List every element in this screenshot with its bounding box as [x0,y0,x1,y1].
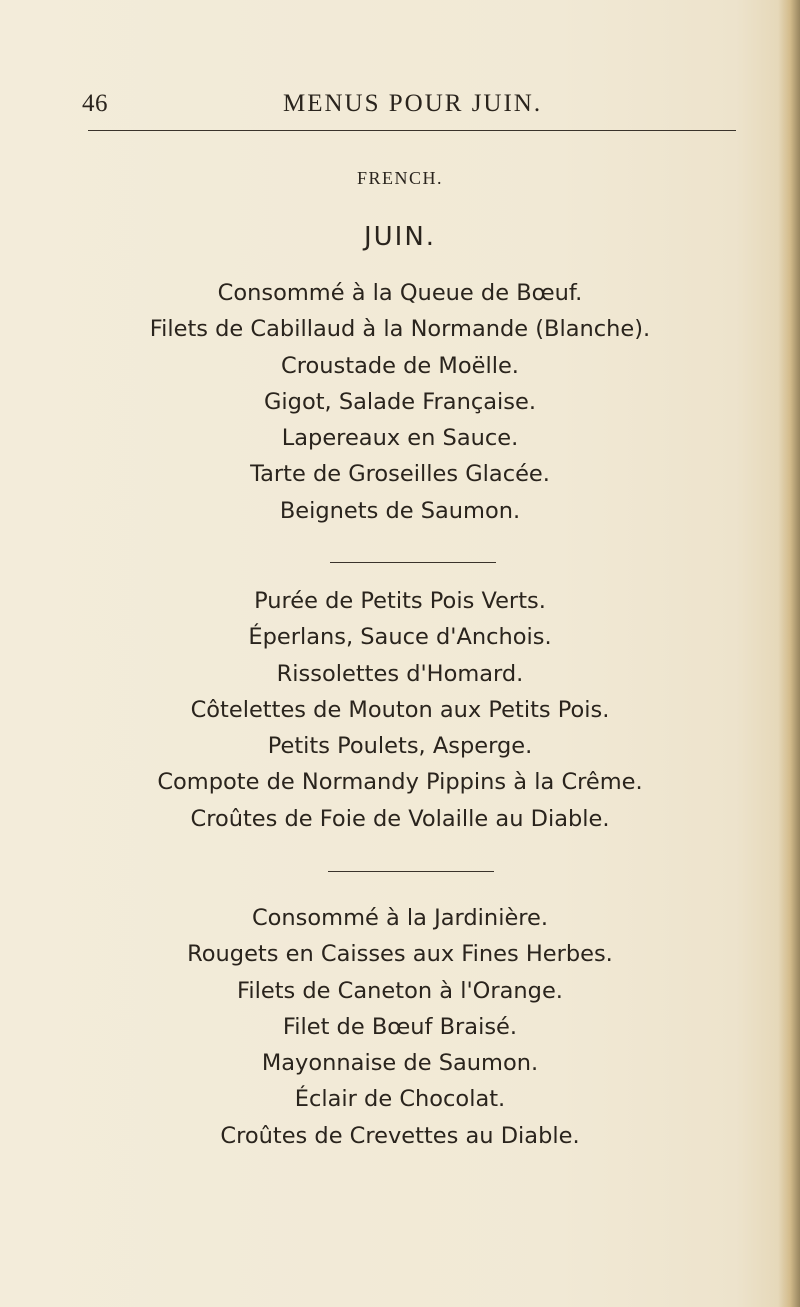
menu-item: Consommé à la Jardinière. [251,905,549,931]
menu-item: Croûtes de Foie de Volaille au Diable. [190,805,610,832]
menu-item: Filet de Bœuf Braisé. [282,1013,518,1040]
menu-divider [330,562,496,563]
menu-item: Petits Poulets, Asperge. [267,733,533,760]
menu-item: Lapereaux en Sauce. [281,425,519,452]
menu-item: Beignets de Saumon. [279,497,521,524]
menu-item: Rissolettes d'Homard. [276,660,524,687]
menu-item: Filets de Caneton à l'Orange. [237,977,563,1004]
menu-1 [0,275,800,529]
menu-item: Purée de Petits Pois Verts. [254,588,546,614]
menu-item: Éclair de Chocolat. [294,1086,506,1113]
menu-item: Compote de Normandy Pippins à la Crême. [157,769,643,796]
menu-item: Côtelettes de Mouton aux Petits Pois. [190,696,610,723]
menu-3 [0,900,800,1154]
menu-item: Croûtes de Crevettes au Diable. [220,1122,580,1149]
header-rule [88,130,736,131]
menu-item: Rougets en Caisses aux Fines Herbes. [187,941,613,968]
menu-item: Croustade de Moëlle. [281,352,519,379]
menu-item: Filets de Cabillaud à la Normande (Blanche). [149,316,651,343]
menu-2 [0,583,800,837]
month-title: JUIN. [363,222,437,252]
page-header [0,90,800,130]
section-label: FRENCH. [356,168,443,188]
menu-item: Gigot, Salade Française. [264,388,536,415]
menu-item: Mayonnaise de Saumon. [261,1050,539,1077]
page-number: 46 [82,90,108,117]
menu-item: Consommé à la Queue de Bœuf. [217,280,583,306]
menu-item: Éperlans, Sauce d'Anchois. [248,624,552,651]
menu-item: Tarte de Groseilles Glacée. [250,461,550,488]
menu-divider [328,871,494,872]
running-title: MENUS POUR JUIN. [283,90,543,117]
